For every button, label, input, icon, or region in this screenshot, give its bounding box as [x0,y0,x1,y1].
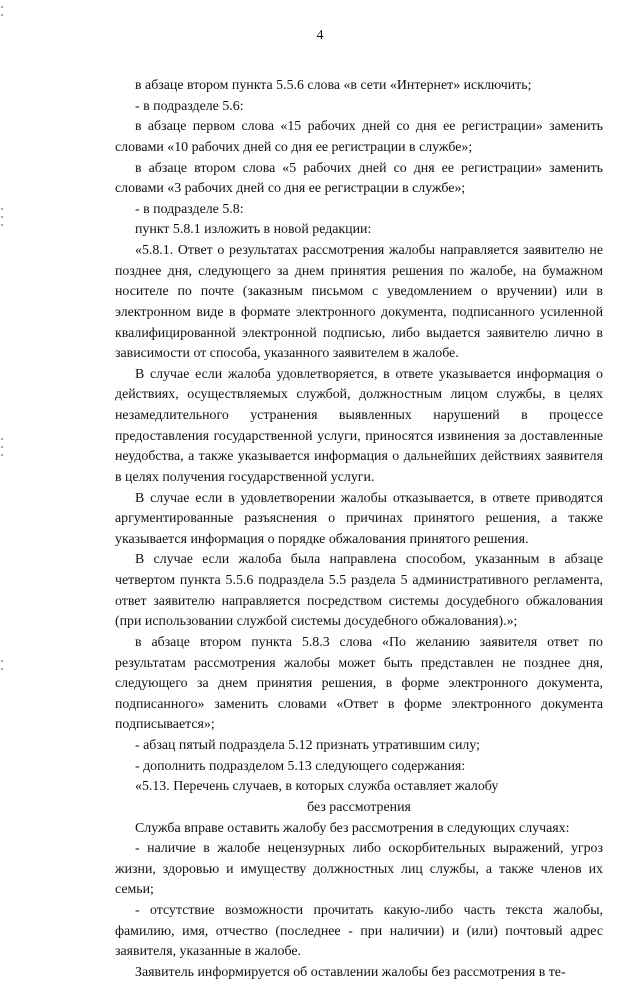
paragraph: - в подразделе 5.6: [135,98,244,114]
scan-edge-mark [1,14,3,16]
paragraph: - дополнить подразделом 5.13 следующего содержания: [135,758,466,774]
paragraph: В случае если в удовлетворении жалобы отказывается, в ответе приводятся аргументированные разъяснения о причинах принятого решения, а также указывается информация о порядке обжалования принятого решения. [115,490,603,547]
paragraph: в абзаце втором пункта 5.8.3 слова «По желанию заявителя ответ по результатам рассмотрения жалобы может быть представлен не позднее дня, следующего за днем принятия решения, в форме электронного документа, подписанного» заменить словами «Ответ в форме электронного документа подписывается»; [115,634,603,733]
scan-edge-mark [1,216,3,218]
scan-edge-mark [1,668,3,670]
paragraph: В случае если жалоба была направлена способом, указанным в абзаце четвертом пункта 5.5.6 подраздела 5.5 раздела 5 административного регламента, ответ заявителю направляется посредством системы досудебного обжалования (при использовании службой системы досудебного обжалования).»; [115,552,603,630]
document-body [115,76,603,984]
paragraph: В случае если жалоба удовлетворяется, в ответе указывается информация о действиях, осуществляемых службой, должностным лицом службы, в целях незамедлительного устранения выявленных нарушений в процессе предоставления государственной услуги, приносятся извинения за доставленные неудобства, а также указывается информация о дальнейших действиях заявителя в целях получения государственной услуги. [115,366,603,485]
scan-edge-mark [1,454,3,456]
paragraph: в абзаце втором слова «5 рабочих дней со дня ее регистрации» заменить словами «3 рабочих дней со дня ее регистрации в службе»; [115,160,603,197]
scan-edge-mark [1,438,3,440]
paragraph: в абзаце втором пункта 5.5.6 слова «в сети «Интернет» исключить; [135,78,532,93]
paragraph: пункт 5.8.1 изложить в новой редакции: [135,222,372,238]
paragraph: Заявитель информируется об оставлении жалобы без рассмотрения в те- [135,964,566,980]
paragraph: «5.13. Перечень случаев, в которых служба оставляет жалобу [135,779,499,795]
paragraph: - в подразделе 5.8: [135,201,244,217]
paragraph: - наличие в жалобе нецензурных либо оскорбительных выражений, угроз жизни, здоровью и имуществу должностных лиц службы, а также членов их семьи; [115,841,603,898]
paragraph: - абзац пятый подраздела 5.12 признать утратившим силу; [135,738,480,753]
scan-edge-marks [0,0,6,905]
paragraph: - отсутствие возможности прочитать какую-либо часть текста жалобы, фамилию, имя, отчество (последнее - при наличии) и (или) почтовый адрес заявителя, указанные в жалобе. [115,903,603,960]
scan-edge-mark [1,208,3,210]
page-number: 4 [316,28,324,43]
scan-edge-mark [1,6,3,8]
paragraph: Служба вправе оставить жалобу без рассмотрения в следующих случаях: [135,820,570,836]
paragraph: без рассмотрения [307,799,411,815]
paragraph: в абзаце первом слова «15 рабочих дней со дня ее регистрации» заменить словами «10 рабочих дней со дня ее регистрации в службе»; [115,119,603,155]
scan-edge-mark [1,660,3,662]
scan-edge-mark [1,446,3,448]
scan-edge-mark [1,224,3,226]
paragraph: «5.8.1. Ответ о результатах рассмотрения жалобы направляется заявителю не позднее дня, следующего за днем принятия решения по жалобе, на бумажном носителе по почте (заказным письмом с уведомлением о вручении) или в электронном виде в формате электронного документа, подписанного усиленной квалифицированной электронной подписью, либо выдается заявителю лично в зависимости от способа, указанного заявителем в жалобе. [115,243,603,362]
